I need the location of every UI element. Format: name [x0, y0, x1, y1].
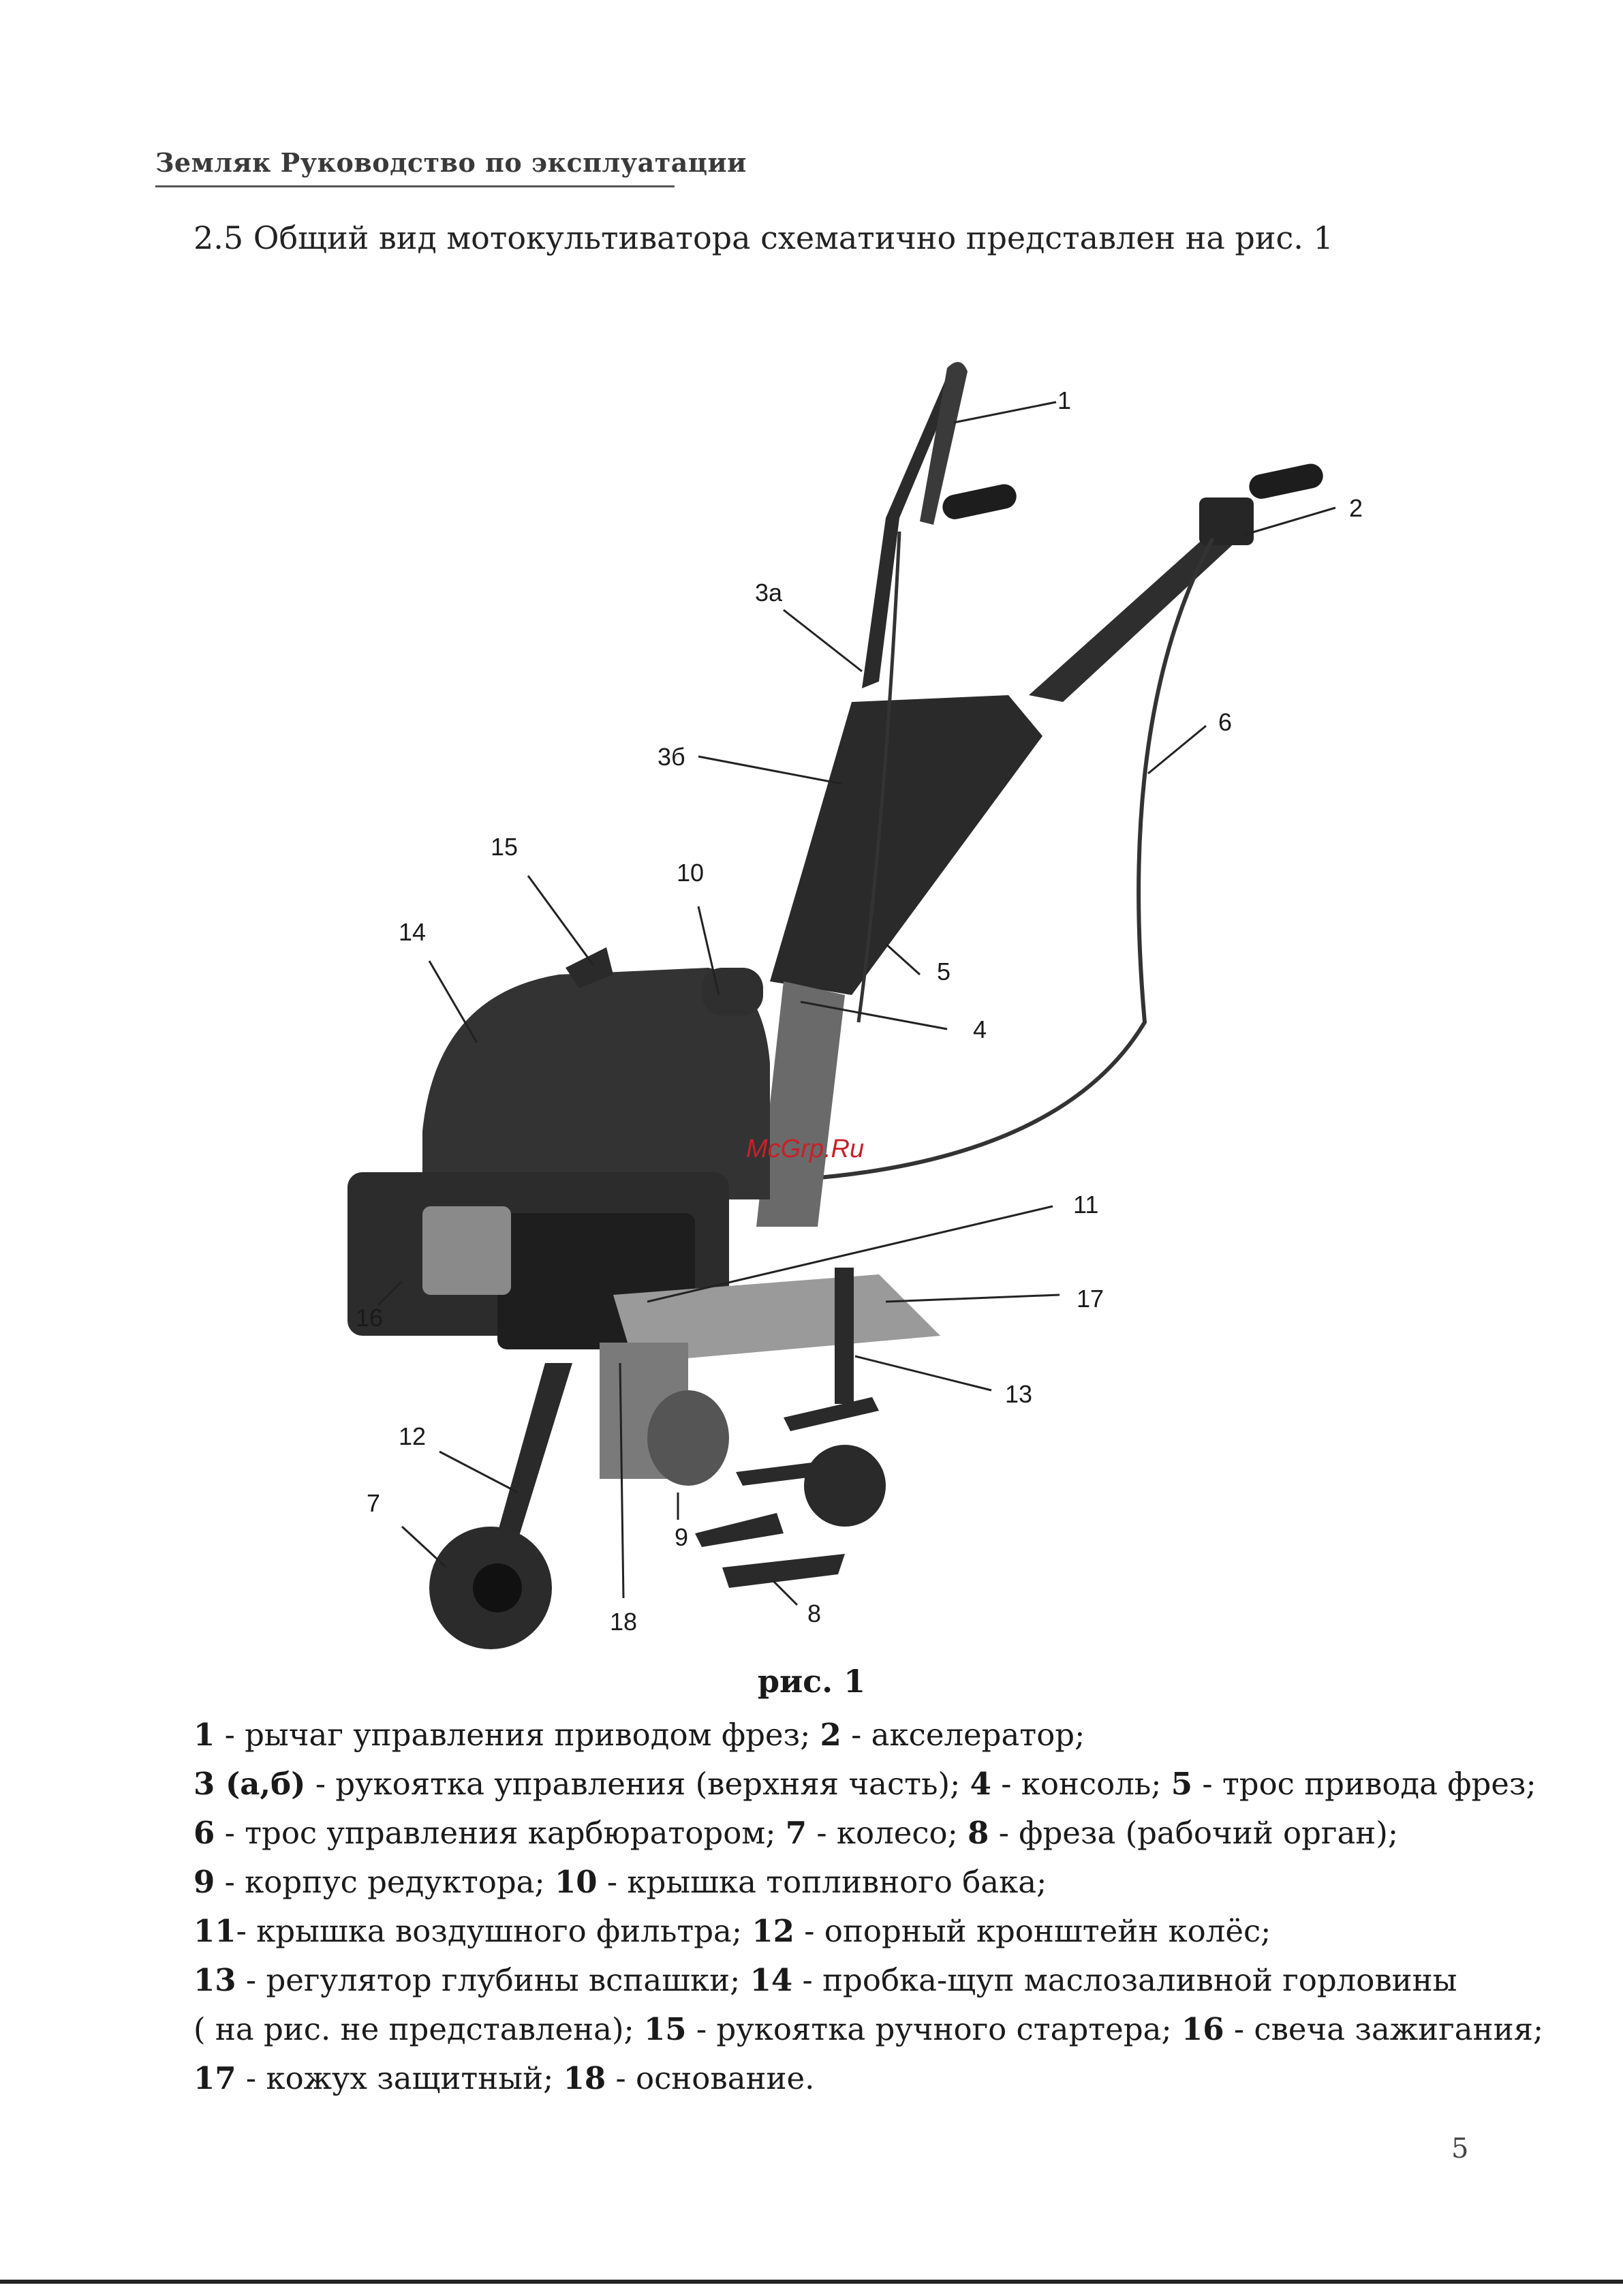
callout-6: 6	[1218, 708, 1233, 736]
callout-10: 10	[677, 859, 705, 887]
legend-line	[194, 1711, 1488, 1760]
callout-1: 1	[1057, 386, 1072, 414]
callout-3b: 3б	[658, 743, 685, 771]
wheel-hub	[473, 1563, 522, 1612]
legend-number: 3 (а,б)	[194, 1766, 306, 1802]
legend-description: - акселератор;	[841, 1717, 1085, 1753]
callout-14: 14	[399, 918, 427, 946]
legend-number: 13	[194, 1962, 236, 1998]
handle-cover	[770, 695, 1042, 995]
legend-line	[194, 2054, 1488, 2103]
legend-description: - трос привода фрез;	[1192, 1766, 1536, 1802]
left-grip	[940, 482, 1019, 521]
legend-number: 14	[749, 1962, 793, 1998]
cultivator-illustration	[347, 362, 1325, 1649]
legend-number: 15	[643, 2011, 687, 2047]
depth-regulator	[835, 1268, 854, 1404]
legend-number: 7	[785, 1815, 807, 1851]
legend-description: - крышка воздушного фильтра;	[236, 1913, 752, 1949]
legend-number: 6	[194, 1815, 215, 1851]
legend-number: 8	[968, 1815, 989, 1851]
gearbox	[647, 1390, 729, 1486]
legend-description: - рукоятка управления (верхняя часть);	[305, 1766, 970, 1802]
legend-description: - кожух защитный;	[236, 2060, 563, 2096]
legend-description: - консоль;	[991, 1766, 1171, 1802]
legend-line	[194, 1907, 1488, 1956]
legend-description: ( на рис. не представлена);	[194, 2011, 644, 2047]
legend-number: 2	[820, 1717, 841, 1753]
legend-line	[194, 1858, 1488, 1907]
page-number: 5	[1451, 2133, 1469, 2164]
legend-line	[194, 1809, 1488, 1858]
callout-17: 17	[1077, 1285, 1104, 1313]
legend-number: 5	[1171, 1766, 1193, 1802]
legend-description: - пробка-щуп маслозаливной горловины	[792, 1962, 1457, 1998]
fuel-cap	[702, 968, 763, 1015]
wheel-bracket	[497, 1363, 572, 1540]
section-intro: 2.5 Общий вид мотокультиватора схематично представлен на рис. 1	[194, 219, 1333, 256]
callout-8: 8	[807, 1599, 822, 1627]
legend-number: 4	[970, 1766, 991, 1802]
legend-line	[194, 2005, 1544, 2054]
legend-number: 16	[1181, 2011, 1224, 2047]
figure-caption: рис. 1	[757, 1663, 866, 1700]
legend-number: 10	[554, 1864, 598, 1900]
right-grip	[1247, 461, 1325, 501]
legend-description: - опорный кронштейн колёс;	[794, 1913, 1271, 1949]
legend-number: 12	[752, 1913, 794, 1949]
bottom-border	[0, 2280, 1623, 2284]
watermark: McGrp.Ru	[746, 1135, 865, 1163]
legend-number: 11	[194, 1913, 236, 1949]
legend-description: - рычаг управления приводом фрез;	[215, 1717, 820, 1753]
legend-description: - колесо;	[807, 1815, 968, 1851]
legend-description: - крышка топливного бака;	[597, 1864, 1047, 1900]
legend-number: 1	[194, 1717, 215, 1753]
callout-13: 13	[1005, 1380, 1033, 1408]
running-header: Земляк Руководство по эксплуатации	[155, 147, 747, 178]
callout-9: 9	[675, 1523, 689, 1551]
legend-description: - регулятор глубины вспашки;	[236, 1962, 750, 1998]
callout-15: 15	[491, 833, 519, 861]
legend-description: - корпус редуктора;	[215, 1864, 555, 1900]
right-handle-bar	[1029, 518, 1247, 702]
callout-16: 16	[356, 1304, 384, 1332]
legend-number: 9	[194, 1864, 215, 1900]
parts-legend	[194, 1711, 1544, 2103]
callout-18: 18	[610, 1608, 638, 1636]
legend-description: - трос управления карбюратором;	[215, 1815, 786, 1851]
legend-description: - основание.	[606, 2060, 815, 2096]
callout-2: 2	[1349, 494, 1363, 522]
legend-line	[194, 1760, 1536, 1809]
legend-line	[194, 1956, 1488, 2005]
legend-description: - свеча зажигания;	[1224, 2011, 1544, 2047]
legend-description: - рукоятка ручного стартера;	[686, 2011, 1181, 2047]
legend-description: - фреза (рабочий орган);	[989, 1815, 1399, 1851]
callout-11: 11	[1073, 1191, 1099, 1219]
legend-number: 18	[563, 2060, 606, 2096]
callout-3a: 3а	[755, 579, 783, 607]
callout-7: 7	[367, 1489, 381, 1517]
legend-number: 17	[194, 2060, 236, 2096]
muffler	[422, 1206, 511, 1295]
callout-12: 12	[399, 1422, 427, 1450]
throttle-box	[1199, 498, 1254, 545]
callout-5: 5	[937, 958, 951, 985]
callout-4: 4	[973, 1015, 987, 1043]
